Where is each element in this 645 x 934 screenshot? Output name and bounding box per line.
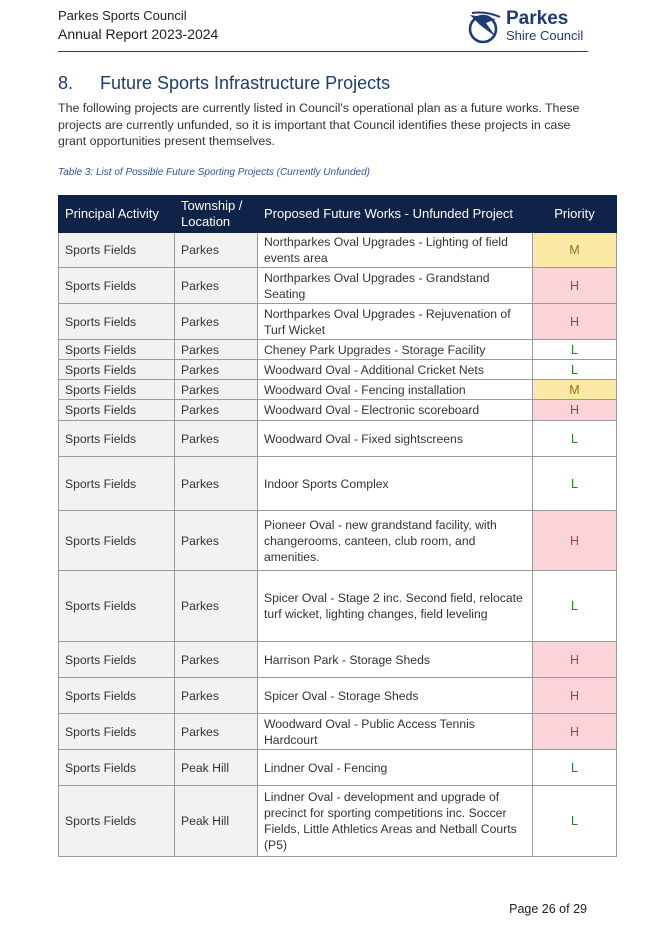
cell-principal-activity: Sports Fields — [59, 457, 175, 511]
cell-principal-activity: Sports Fields — [59, 421, 175, 457]
cell-priority: M — [533, 233, 617, 268]
cell-priority: L — [533, 786, 617, 857]
table-row — [59, 511, 617, 571]
council-logo — [466, 9, 596, 45]
cell-priority: H — [533, 400, 617, 421]
cell-proposed-works: Lindner Oval - Fencing — [258, 750, 533, 786]
cell-proposed-works: Woodward Oval - Additional Cricket Nets — [258, 360, 533, 380]
cell-proposed-works: Northparkes Oval Upgrades - Lighting of field events area — [258, 233, 533, 268]
cell-township-location: Parkes — [175, 457, 258, 511]
table-row — [59, 268, 617, 304]
cell-proposed-works: Indoor Sports Complex — [258, 457, 533, 511]
cell-township-location: Parkes — [175, 233, 258, 268]
cell-township-location: Parkes — [175, 360, 258, 380]
cell-priority: L — [533, 340, 617, 360]
report-title: Annual Report 2023-2024 — [58, 26, 219, 42]
section-number: 8. — [58, 73, 74, 93]
cell-township-location: Peak Hill — [175, 786, 258, 857]
table-row — [59, 571, 617, 642]
cell-priority: H — [533, 642, 617, 678]
cell-priority: L — [533, 457, 617, 511]
projects-table — [58, 195, 617, 857]
cell-principal-activity: Sports Fields — [59, 750, 175, 786]
logo-wordmark: Parkes — [506, 8, 569, 29]
cell-township-location: Parkes — [175, 571, 258, 642]
cell-proposed-works: Cheney Park Upgrades - Storage Facility — [258, 340, 533, 360]
header-priority: Priority — [533, 196, 617, 233]
cell-priority: L — [533, 360, 617, 380]
cell-principal-activity: Sports Fields — [59, 380, 175, 400]
cell-priority: H — [533, 511, 617, 571]
cell-township-location: Peak Hill — [175, 750, 258, 786]
cell-priority: H — [533, 678, 617, 714]
table-header-row — [59, 196, 617, 233]
cell-principal-activity: Sports Fields — [59, 304, 175, 340]
cell-proposed-works: Pioneer Oval - new grandstand facility, with changerooms, canteen, club room, and amenities. — [258, 511, 533, 571]
table-row — [59, 678, 617, 714]
cell-proposed-works: Harrison Park - Storage Sheds — [258, 642, 533, 678]
table-row — [59, 786, 617, 857]
intro-paragraph: The following projects are currently listed in Council's operational plan as a future works. These projects are currently unfunded, so it is important that Council identifies these projects in case grant opportunities present themselves. — [58, 101, 580, 148]
cell-principal-activity: Sports Fields — [59, 268, 175, 304]
parkes-swoosh-logo-icon — [466, 9, 504, 45]
table-row — [59, 233, 617, 268]
table-row — [59, 457, 617, 511]
table-body — [59, 233, 617, 857]
table-row — [59, 360, 617, 380]
table-row — [59, 340, 617, 360]
cell-township-location: Parkes — [175, 714, 258, 750]
cell-principal-activity: Sports Fields — [59, 340, 175, 360]
table-row — [59, 750, 617, 786]
cell-principal-activity: Sports Fields — [59, 233, 175, 268]
cell-principal-activity: Sports Fields — [59, 571, 175, 642]
page-header — [58, 7, 218, 43]
section-heading — [58, 72, 390, 94]
cell-priority: H — [533, 304, 617, 340]
section-title: Future Sports Infrastructure Projects — [100, 73, 391, 93]
table-row — [59, 380, 617, 400]
cell-township-location: Parkes — [175, 400, 258, 421]
cell-township-location: Parkes — [175, 678, 258, 714]
table-row — [59, 304, 617, 340]
cell-priority: L — [533, 421, 617, 457]
page-number: Page 26 of 29 — [509, 902, 587, 916]
table-row — [59, 421, 617, 457]
header-township-location: Township / Location — [175, 196, 258, 233]
header-proposed-works: Proposed Future Works - Unfunded Project — [258, 196, 533, 233]
logo-subtitle: Shire Council — [506, 28, 584, 43]
cell-township-location: Parkes — [175, 642, 258, 678]
cell-township-location: Parkes — [175, 380, 258, 400]
cell-priority: H — [533, 268, 617, 304]
cell-proposed-works: Woodward Oval - Fixed sightscreens — [258, 421, 533, 457]
cell-principal-activity: Sports Fields — [59, 786, 175, 857]
cell-proposed-works: Lindner Oval - development and upgrade of precinct for sporting competitions inc. Soccer Fields, Little Athletics Areas and Netball Courts (P5) — [258, 786, 533, 857]
cell-proposed-works: Woodward Oval - Fencing installation — [258, 380, 533, 400]
cell-principal-activity: Sports Fields — [59, 642, 175, 678]
table-caption: Table 3: List of Possible Future Sporting Projects (Currently Unfunded) — [58, 167, 371, 178]
cell-township-location: Parkes — [175, 511, 258, 571]
cell-principal-activity: Sports Fields — [59, 360, 175, 380]
table-row — [59, 400, 617, 421]
cell-priority: H — [533, 714, 617, 750]
cell-township-location: Parkes — [175, 421, 258, 457]
cell-proposed-works: Spicer Oval - Storage Sheds — [258, 678, 533, 714]
header-principal-activity: Principal Activity — [59, 196, 175, 233]
cell-principal-activity: Sports Fields — [59, 714, 175, 750]
header-divider — [58, 51, 588, 52]
cell-township-location: Parkes — [175, 268, 258, 304]
cell-priority: L — [533, 750, 617, 786]
cell-principal-activity: Sports Fields — [59, 511, 175, 571]
cell-proposed-works: Woodward Oval - Public Access Tennis Hardcourt — [258, 714, 533, 750]
cell-priority: M — [533, 380, 617, 400]
table-row — [59, 714, 617, 750]
cell-proposed-works: Woodward Oval - Electronic scoreboard — [258, 400, 533, 421]
cell-township-location: Parkes — [175, 340, 258, 360]
table-row — [59, 642, 617, 678]
cell-proposed-works: Northparkes Oval Upgrades - Grandstand Seating — [258, 268, 533, 304]
cell-township-location: Parkes — [175, 304, 258, 340]
cell-principal-activity: Sports Fields — [59, 400, 175, 421]
cell-proposed-works: Northparkes Oval Upgrades - Rejuvenation of Turf Wicket — [258, 304, 533, 340]
cell-proposed-works: Spicer Oval - Stage 2 inc. Second field, relocate turf wicket, lighting changes, field leveling — [258, 571, 533, 642]
organisation-name: Parkes Sports Council — [58, 8, 187, 23]
cell-priority: L — [533, 571, 617, 642]
cell-principal-activity: Sports Fields — [59, 678, 175, 714]
